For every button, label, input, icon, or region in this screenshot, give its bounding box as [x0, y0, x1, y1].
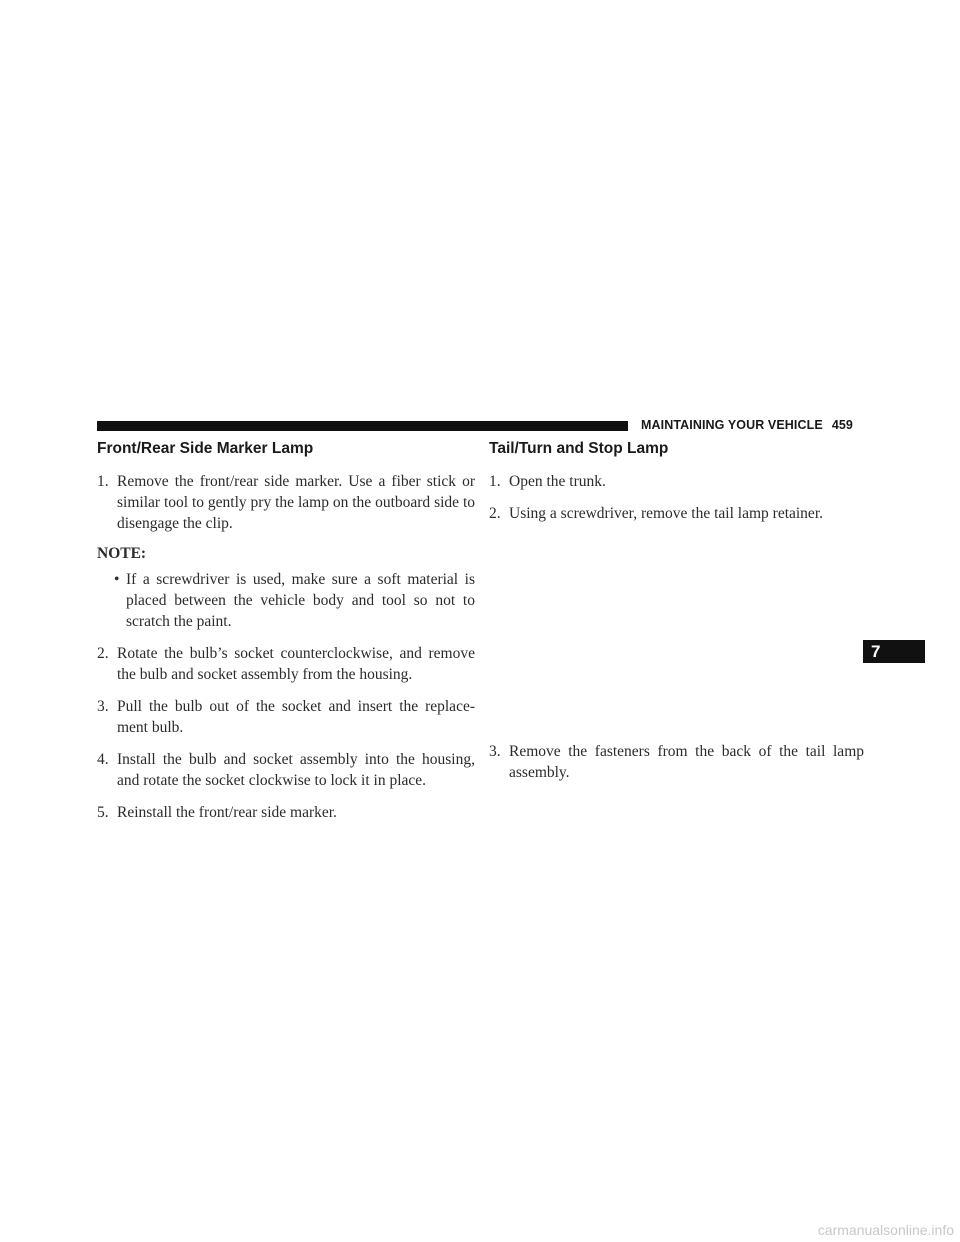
- step-number: 3.: [489, 743, 501, 760]
- chapter-tab: [863, 640, 925, 663]
- bullet-icon: •: [114, 571, 120, 588]
- step-text: Reinstall the front/rear side marker.: [117, 804, 337, 821]
- figure-placeholder: [489, 535, 864, 741]
- watermark: carmanualsonline.info: [817, 1222, 954, 1238]
- step-item: [97, 471, 475, 534]
- step-text: Remove the fasteners from the back of the tail lamp assembly.: [509, 743, 864, 781]
- right-column: [489, 440, 864, 794]
- header-rule: [97, 421, 628, 431]
- step-text: Rotate the bulb’s socket counterclockwise, and remove the bulb and socket assembly from the housing.: [117, 645, 475, 683]
- note-label: NOTE:: [97, 545, 147, 562]
- step-number: 1.: [489, 473, 501, 490]
- section-heading-tail-lamp: Tail/Turn and Stop Lamp: [489, 440, 669, 457]
- step-item: [489, 503, 864, 524]
- page-number: 459: [831, 418, 853, 432]
- step-number: 4.: [97, 751, 109, 768]
- step-number: 5.: [97, 804, 109, 821]
- note-text: If a screwdriver is used, make sure a soft material is placed between the vehicle body and tool so not to scratch the paint.: [126, 571, 475, 630]
- step-item: [97, 802, 475, 823]
- note-bullet: [97, 569, 475, 632]
- step-text: Pull the bulb out of the socket and insert the replace-ment bulb.: [117, 698, 475, 736]
- step-number: 3.: [97, 698, 109, 715]
- section-title: MAINTAINING YOUR VEHICLE: [641, 418, 823, 432]
- running-header: [641, 418, 853, 434]
- step-text: Remove the front/rear side marker. Use a fiber stick or similar tool to gently pry the lamp on the outboard side to disengage the clip.: [117, 473, 475, 532]
- step-item: [97, 696, 475, 738]
- chapter-number: 7: [871, 642, 881, 661]
- left-column: [97, 440, 475, 834]
- step-item: [489, 741, 864, 783]
- step-text: Open the trunk.: [509, 473, 606, 490]
- step-item: [97, 749, 475, 791]
- step-text: Using a screwdriver, remove the tail lamp retainer.: [509, 505, 823, 522]
- step-text: Install the bulb and socket assembly into the housing, and rotate the socket clockwise to lock it in place.: [117, 751, 475, 789]
- step-number: 2.: [97, 645, 109, 662]
- step-item: [489, 471, 864, 492]
- step-number: 1.: [97, 473, 109, 490]
- step-number: 2.: [489, 505, 501, 522]
- step-item: [97, 643, 475, 685]
- section-heading-side-marker: Front/Rear Side Marker Lamp: [97, 440, 314, 457]
